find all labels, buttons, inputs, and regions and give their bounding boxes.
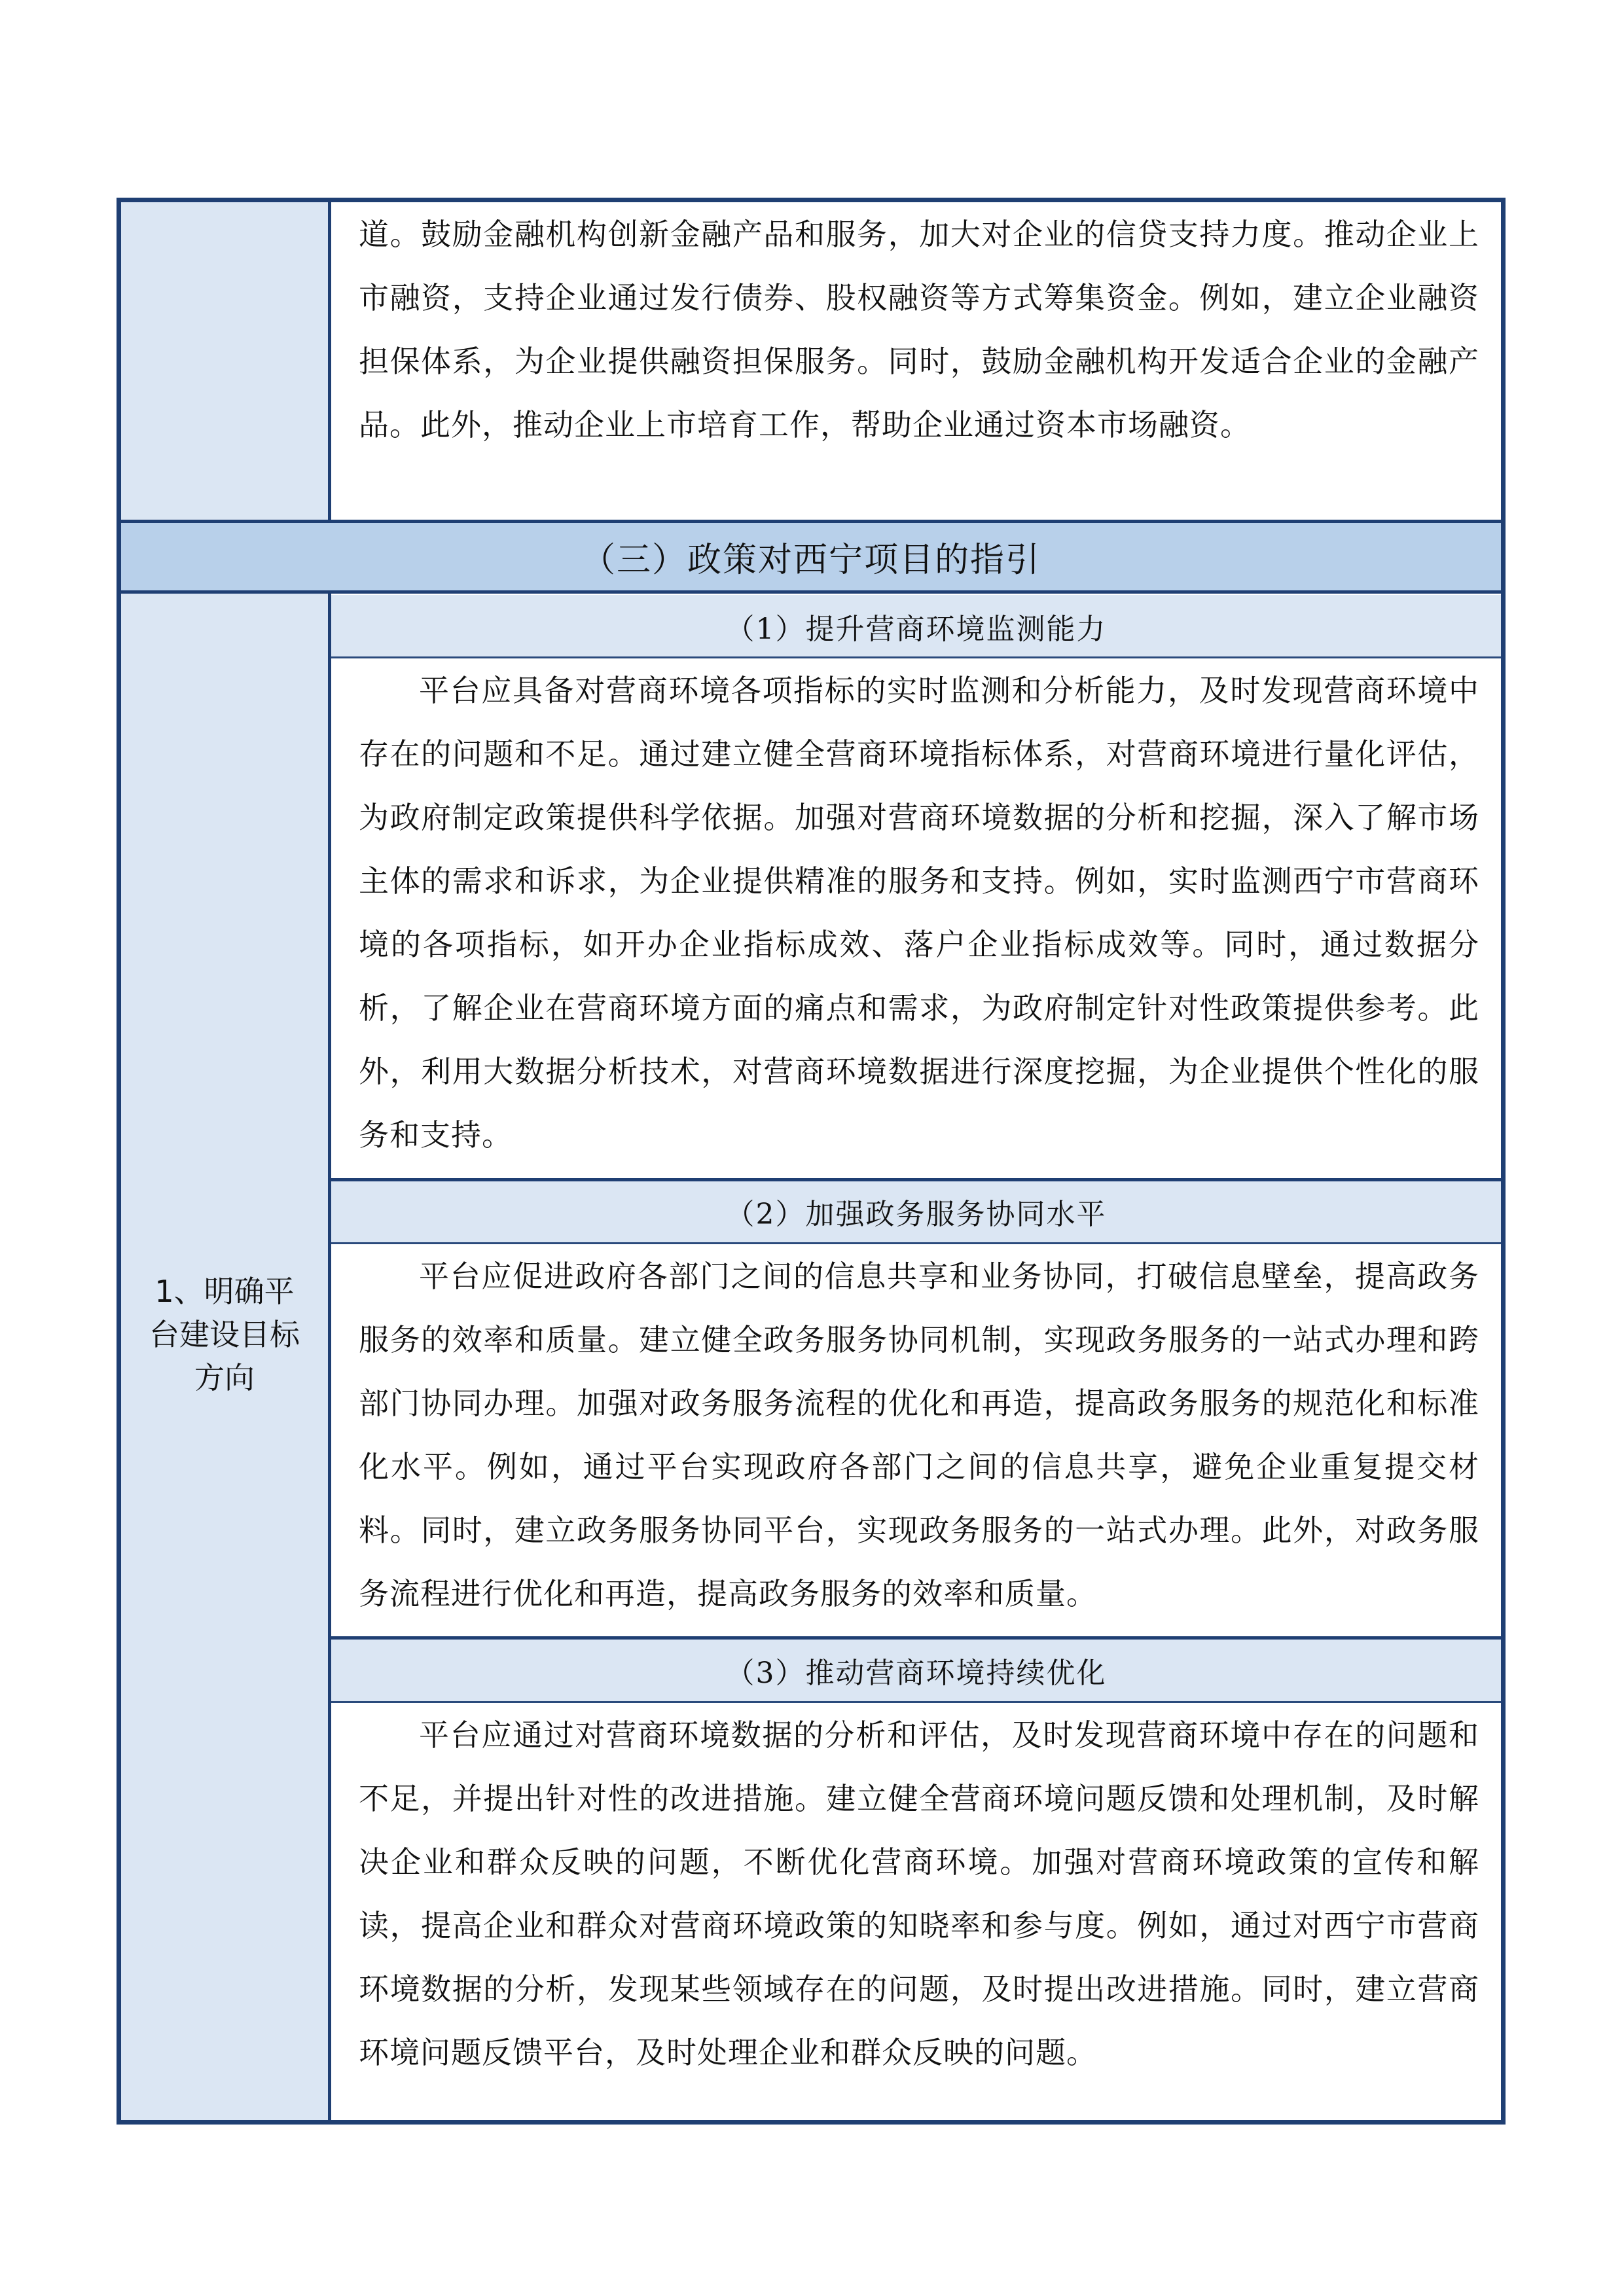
subsection-paragraph-2: 平台应促进政府各部门之间的信息共享和业务协同，打破信息壁垒，提高政务服务的效率和质量。建立健全政务服务协同机制，实现政务服务的一站式办理和跨部门协同办理。加强对政务服务流程的优化和再造，提高政务服务的规范化和标准化水平。例如，通过平台实现政府各部门之间的信息共享，避免企业重复提交材料。同时，建立政务服务协同平台，实现政务服务的一站式办理。此外，对政务服务流程进行优化和再造，提高政务服务的效率和质量。 [359,1259,1479,1611]
row-label: 1、明确平台建设目标方向 [149,1274,300,1395]
subsection-heading-1: （1）提升营商环境监测能力 [331,595,1501,658]
section-title: （三）政策对西宁项目的指引 [121,521,1501,592]
top-paragraph: 道。鼓励金融机构创新金融产品和服务，加大对企业的信贷支持力度。推动企业上市融资，支持企业通过发行债券、股权融资等方式筹集资金。例如，建立企业融资担保体系，为企业提供融资担保服务。同时，鼓励金融机构开发适合企业的金融产品。此外，推动企业上市培育工作，帮助企业通过资本市场融资。 [359,217,1479,442]
subsection-heading-2: （2）加强政务服务协同水平 [331,1180,1501,1243]
subsection-paragraph-3: 平台应通过对营商环境数据的分析和评估，及时发现营商环境中存在的问题和不足，并提出针对性的改进措施。建立健全营商环境问题反馈和处理机制，及时解决企业和群众反映的问题，不断优化营商环境。加强对营商环境政策的宣传和解读，提高企业和群众对营商环境政策的知晓率和参与度。例如，通过对西宁市营商环境数据的分析，发现某些领域存在的问题，及时提出改进措施。同时，建立营商环境问题反馈平台，及时处理企业和群众反映的问题。 [359,1717,1479,2070]
subsection-paragraph-1: 平台应具备对营商环境各项指标的实时监测和分析能力，及时发现营商环境中存在的问题和不足。通过建立健全营商环境指标体系，对营商环境进行量化评估，为政府制定政策提供科学依据。加强对营商环境数据的分析和挖掘，深入了解市场主体的需求和诉求，为企业提供精准的服务和支持。例如，实时监测西宁市营商环境的各项指标，如开办企业指标成效、落户企业指标成效等。同时，通过数据分析，了解企业在营商环境方面的痛点和需求，为政府制定针对性政策提供参考。此外，利用大数据分析技术，对营商环境数据进行深度挖掘，为企业提供个性化的服务和支持。 [359,673,1479,1153]
subsection-heading-3: （3）推动营商环境持续优化 [331,1639,1501,1702]
